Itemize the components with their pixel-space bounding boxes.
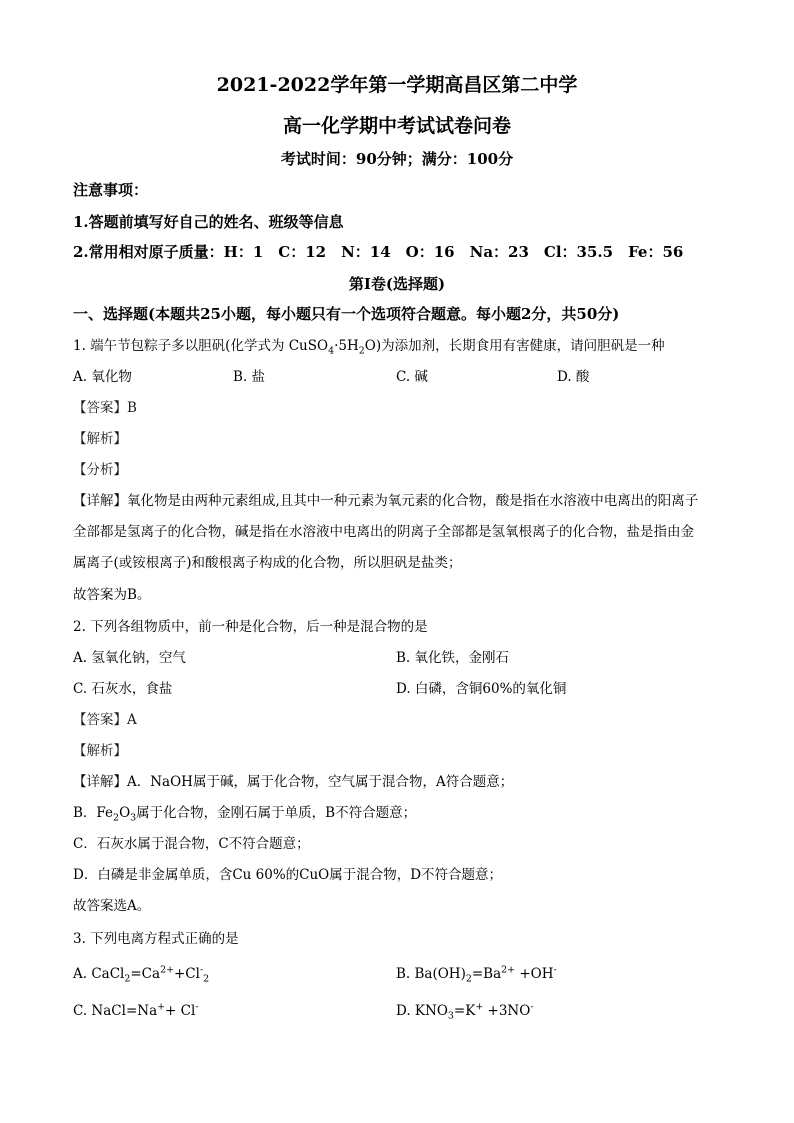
note-2: 2.常用相对原子质量：H：1 C：12 N：14 O：16 Na：23 Cl：35.5 Fe：56 <box>73 243 684 261</box>
q2-option-c: C. 石灰水，食盐 <box>73 681 173 697</box>
page-title: 2021-2022学年第一学期高昌区第二中学 <box>216 74 578 96</box>
q3-stem: 3. 下列电离方程式正确的是 <box>73 931 239 947</box>
q3-option-a: A. $CaCl_2=Ca^{2+}+Cl^-_2$ <box>73 964 210 985</box>
q2-option-a: A. 氢氧化钠，空气 <box>73 650 186 666</box>
q1-option-a: A. 氧化物 <box>73 369 132 385</box>
note-1: 1.答题前填写好自己的姓名、班级等信息 <box>73 213 344 231</box>
q1-analysis-label: 【解析】 <box>73 431 127 447</box>
q2-detail-line: D．白磷是非金属单质，含Cu 60%的CuO属于混合物，D不符合题意； <box>73 867 503 883</box>
q1-option-b: B. 盐 <box>233 369 266 385</box>
q1-detail-line: 全部都是氢离子的化合物，碱是指在水溶液中电离出的阴离子全部都是氢氧根离子的化合物，盐是指由金 <box>73 524 694 540</box>
q1-stem: 1. 端午节包粽子多以胆矾(化学式为 $CuSO_4\cdot 5H_2O$)为添加剂，长期食用有害健康，请问胆矾是一种 <box>73 338 665 357</box>
q2-option-d: D. 白磷，含铜60%的氧化铜 <box>396 681 567 697</box>
q2-analysis-label: 【解析】 <box>73 743 127 759</box>
part1-heading: 一、选择题(本题共25小题，每小题只有一个选项符合题意。每小题2分，共50分) <box>73 305 620 323</box>
q3-option-b: B. $Ba(OH)_2=Ba^{2+} +OH^-$ <box>396 964 557 985</box>
q2-option-b: B. 氧化铁，金刚石 <box>396 650 510 666</box>
q2-stem: 2. 下列各组物质中，前一种是化合物，后一种是混合物的是 <box>73 619 428 635</box>
q2-conclusion: 故答案选A。 <box>73 898 151 914</box>
notes-heading: 注意事项： <box>73 181 149 199</box>
q1-option-d: D. 酸 <box>557 369 590 385</box>
q2-detail-line: C．石灰水属于混合物，C不符合题意； <box>73 836 310 852</box>
q3-option-d: D. $KNO_3=K^+ +3NO^-$ <box>396 1001 534 1022</box>
q1-answer: 【答案】B <box>73 400 137 416</box>
page-subtitle: 高一化学期中考试试卷问卷 <box>282 115 511 137</box>
q2-answer: 【答案】A <box>73 712 137 728</box>
q2-detail-line: 【详解】A．NaOH属于碱，属于化合物，空气属于混合物，A符合题意； <box>73 774 514 790</box>
q1-conclusion: 故答案为B。 <box>73 587 151 603</box>
q1-detail-line: 【详解】氧化物是由两种元素组成,且其中一种元素为氧元素的化合物，酸是指在水溶液中电离出的阳离子 <box>73 493 699 509</box>
q1-detail-line: 属离子(或铵根离子)和酸根离子构成的化合物，所以胆矾是盐类； <box>73 555 462 571</box>
q3-option-c: C. NaCl=Na++ Cl- <box>73 1001 199 1019</box>
exam-info: 考试时间：90分钟；满分：100分 <box>280 150 514 168</box>
q1-fenxi-label: 【分析】 <box>73 462 127 478</box>
section-title: 第I卷(选择题) <box>348 275 446 293</box>
q2-detail-line: B．$Fe_2O_3$属于化合物，金刚石属于单质，B不符合题意； <box>73 805 417 824</box>
q1-option-c: C. 碱 <box>396 369 428 385</box>
